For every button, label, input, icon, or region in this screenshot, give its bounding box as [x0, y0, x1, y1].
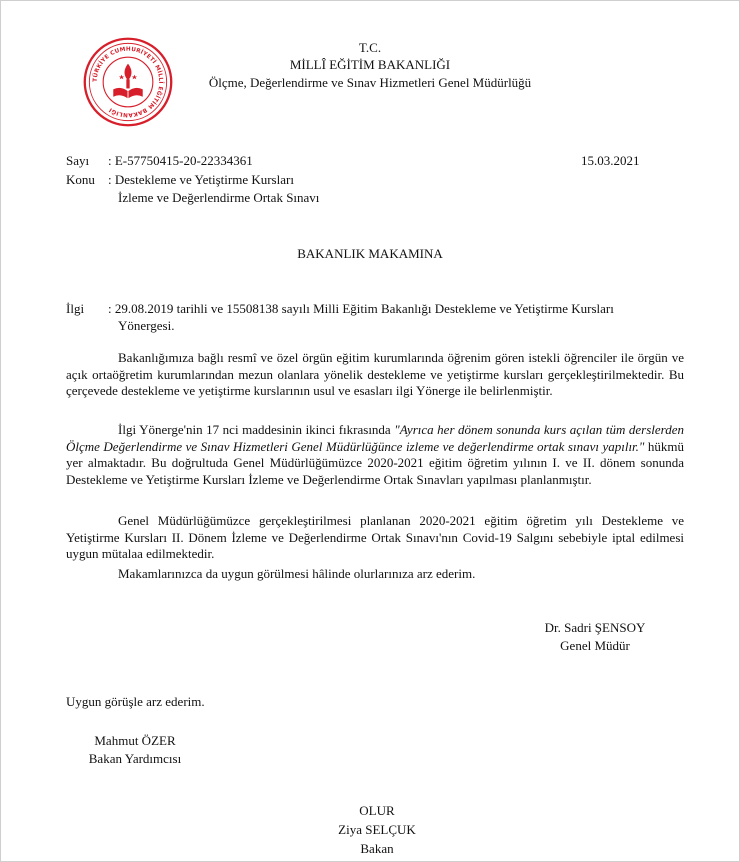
body-paragraph-2 [66, 422, 684, 488]
signatory-title: Genel Müdür [560, 638, 630, 653]
body-paragraph-1: Bakanlığımıza bağlı resmî ve özel örgün eğitim kurumlarında öğrenim gören istekli öğrenciler ile örgün ve açık ortaöğretim kurumlarından mezun olanlara yönelik destekleme ve yetiştirme kursları gerçekleştirilmektedir. Bu çerçevede destekleme ve yetiştirme kurslarının usul ve esasları ilgi Yönerge ile belirlenmiştir. [66, 350, 684, 398]
body-paragraph-4: Makamlarınızca da uygun görülmesi hâlinde olurlarınıza arz ederim. [118, 566, 476, 581]
document-date: 15.03.2021 [581, 153, 640, 168]
signatory-name: Dr. Sadri ŞENSOY [544, 620, 646, 635]
header-tc: T.C. [358, 40, 382, 55]
paragraph-2-conclusion: hükmü yer almaktadır. Bu doğrultuda Genel Müdürlüğümüzce 2020-2021 eğitim öğretim yılının I. ve II. dönem sonunda Destekleme ve Yetiştirme Kursları İzleme ve Değerlendirme Ortak Sınavları yapılması planlanmıştır. [66, 438, 684, 487]
ilgi-value-line2: Yönergesi. [118, 318, 175, 333]
konu-label: Konu [66, 172, 95, 187]
sayi-label: Sayı [66, 153, 90, 168]
header-directorate: Ölçme, Değerlendirme ve Sınav Hizmetleri Genel Müdürlüğü [208, 75, 532, 90]
konu-value-line2: İzleme ve Değerlendirme Ortak Sınavı [118, 190, 320, 205]
paragraph-2-intro: İlgi Yönerge'nin 17 nci maddesinin ikinci fıkrasında [118, 422, 395, 437]
minister-name: Ziya SELÇUK [338, 822, 416, 837]
deputy-minister-title: Bakan Yardımcısı [88, 751, 182, 766]
sayi-value: : E-57750415-20-22334361 [108, 153, 253, 168]
seal-ring-text: TÜRKİYE CUMHURİYETİ MİLLÎ EĞİTİM BAKANLIĞI [92, 46, 164, 118]
deputy-minister-name: Mahmut ÖZER [94, 733, 176, 748]
approval-note: Uygun görüşle arz ederim. [66, 694, 205, 709]
addressee: BAKANLIK MAKAMINA [297, 246, 443, 261]
konu-value-line1: : Destekleme ve Yetiştirme Kursları [108, 172, 294, 187]
ilgi-label: İlgi [66, 301, 85, 316]
olur-label: OLUR [359, 803, 395, 818]
ilgi-value-line1: : 29.08.2019 tarihli ve 15508138 sayılı Milli Eğitim Bakanlığı Destekleme ve Yetiştirme Kursları [108, 301, 614, 316]
regulation-quote: "Ayrıca her dönem sonunda kurs açılan tüm derslerden Ölçme Değerlendirme ve Sınav Hizmetleri Genel Müdürlüğünce izleme ve değerlendirme ortak sınavı yapılır." [66, 422, 684, 454]
body-paragraph-3: Genel Müdürlüğümüzce gerçekleştirilmesi planlanan 2020-2021 eğitim öğretim yılı Destekleme ve Yetiştirme Kursları II. Dönem İzleme ve Değerlendirme Ortak Sınavı'nın Covid-19 Salgını sebebiyle iptal edilmesi uygun mütalaa edilmektedir. [66, 513, 684, 561]
minister-title: Bakan [360, 841, 394, 856]
header-ministry: MİLLÎ EĞİTİM BAKANLIĞI [289, 57, 451, 72]
